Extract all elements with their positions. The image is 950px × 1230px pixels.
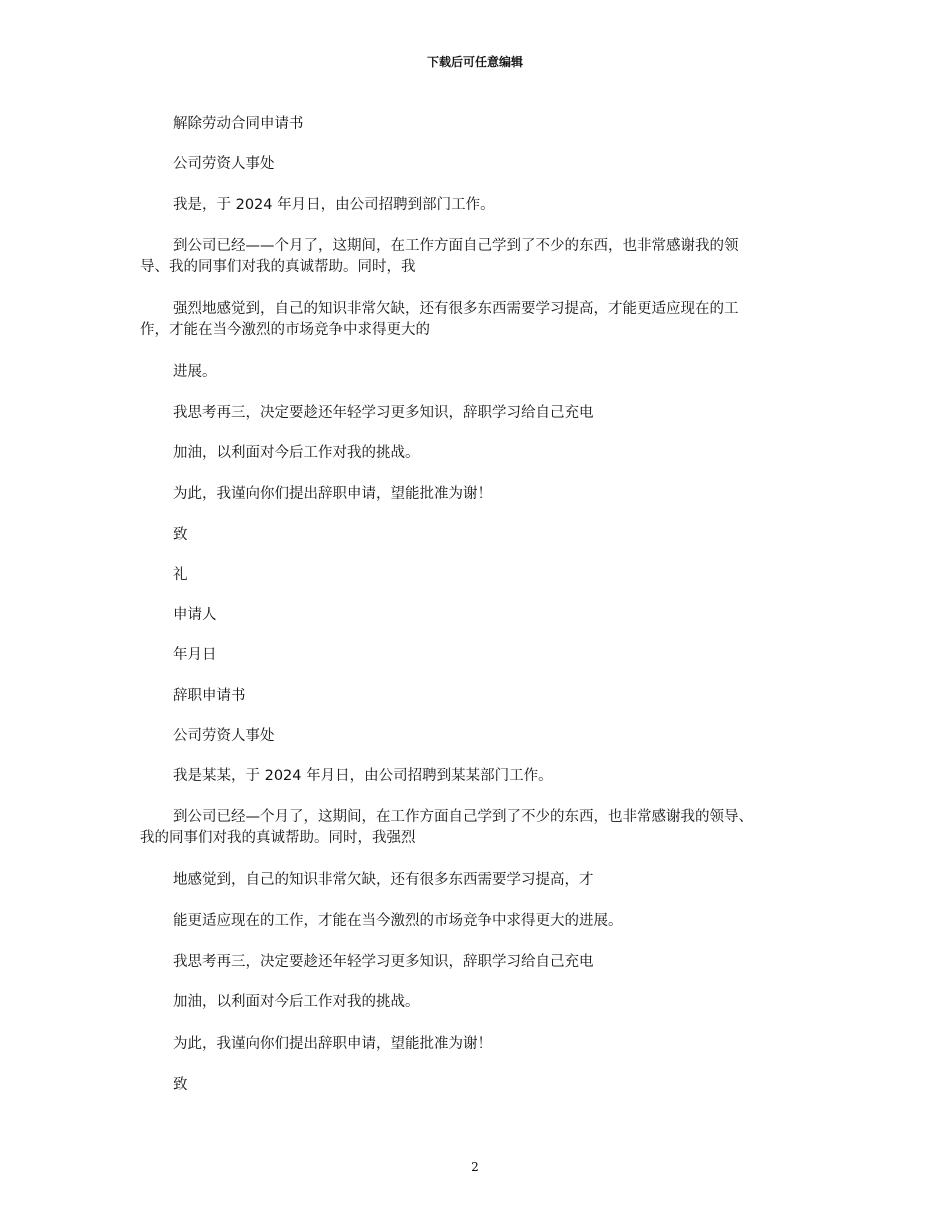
paragraph [140,605,815,626]
paragraph [140,443,815,464]
paragraph [140,992,815,1013]
paragraph-line: 我思考再三，决定要趁还年轻学习更多知识，辞职学习给自己充电 [173,405,594,421]
paragraph-line: 辞职申请书 [173,688,246,704]
paragraph [140,525,815,546]
paragraph [140,870,815,891]
paragraph-line: 地感觉到，自己的知识非常欠缺，还有很多东西需要学习提高，才 [173,872,594,888]
paragraph [140,1034,815,1055]
paragraph-line: 我是某某，于 2024 年月日，由公司招聘到某某部门工作。 [173,768,553,784]
paragraph [140,565,815,586]
paragraph [140,195,815,216]
paragraph-line: 进展。 [173,364,217,380]
paragraph-line: 加油，以利面对今后工作对我的挑战。 [173,994,420,1010]
paragraph-line: 为此，我谨向你们提出辞职申请，望能批准为谢！ [173,486,492,502]
paragraph [140,362,815,383]
paragraph [140,484,815,505]
paragraph [140,645,815,666]
paragraph [140,766,815,787]
paragraph [140,686,815,707]
paragraph [140,299,815,341]
paragraph-line: 加油，以利面对今后工作对我的挑战。 [173,445,420,461]
paragraph-line: 我的同事们对我的真诚帮助。同时，我强烈 [140,830,416,846]
paragraph-line: 作，才能在当今激烈的市场竞争中求得更大的 [140,322,430,338]
paragraph-line: 解除劳动合同申请书 [173,116,304,132]
paragraph-line: 年月日 [173,647,217,663]
paragraph-line: 我思考再三，决定要趁还年轻学习更多知识，辞职学习给自己充电 [173,954,594,970]
paragraph-line: 公司劳资人事处 [173,728,275,744]
paragraph [140,726,815,747]
paragraph-line: 强烈地感觉到，自己的知识非常欠缺，还有很多东西需要学习提高，才能更适应现在的工 [173,301,739,317]
paragraph [140,154,815,175]
paragraph [140,1075,815,1096]
paragraph-line: 礼 [173,567,188,583]
paragraph-line: 我是，于 2024 年月日，由公司招聘到部门工作。 [173,197,495,213]
paragraph-line: 申请人 [173,607,217,623]
paragraph-line: 致 [173,1077,188,1093]
page-number: 2 [471,1160,479,1174]
paragraph [140,952,815,973]
paragraph [140,807,815,849]
page-header: 下载后可任意编辑 [426,55,523,69]
paragraph-line: 到公司已经——个月了，这期间，在工作方面自己学到了不少的东西，也非常感谢我的领 [173,238,739,254]
paragraph [140,403,815,424]
paragraph-line: 公司劳资人事处 [173,156,275,172]
paragraph-line: 为此，我谨向你们提出辞职申请，望能批准为谢！ [173,1036,492,1052]
paragraph-line: 致 [173,527,188,543]
paragraph [140,236,815,278]
paragraph-line: 到公司已经—个月了，这期间，在工作方面自己学到了不少的东西，也非常感谢我的领导、 [173,809,753,825]
paragraph-line: 能更适应现在的工作，才能在当今激烈的市场竞争中求得更大的进展。 [173,913,623,929]
paragraph [140,911,815,932]
paragraph-line: 导、我的同事们对我的真诚帮助。同时，我 [140,259,416,275]
paragraph [140,114,815,135]
